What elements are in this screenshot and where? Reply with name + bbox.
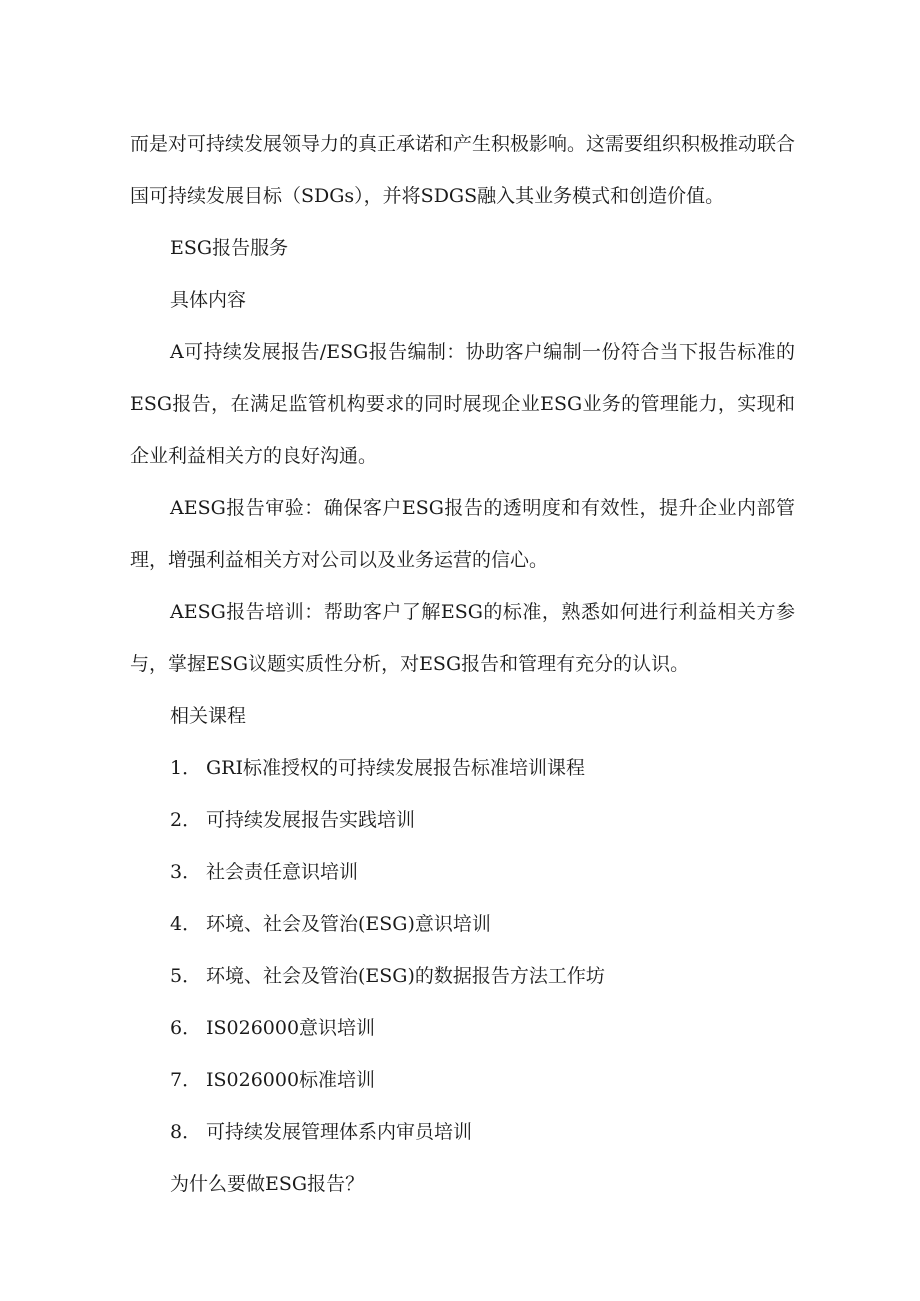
list-number: 6． — [170, 1017, 202, 1039]
list-item — [130, 950, 795, 1002]
course-label: 环境、社会及管治(ESG)意识培训 — [206, 913, 491, 935]
paragraph-report-audit: AESG报告审验：确保客户ESG报告的透明度和有效性，提升企业内部管理，增强利益相关方对公司以及业务运营的信心。 — [130, 497, 795, 571]
paragraph-report-compile: A可持续发展报告/ESG报告编制：协助客户编制一份符合当下报告标准的ESG报告，在满足监管机构要求的同时展现企业ESG业务的管理能力，实现和企业利益相关方的良好沟通。 — [130, 341, 795, 467]
course-label: 社会责任意识培训 — [206, 861, 359, 883]
list-item — [130, 898, 795, 950]
course-label: 可持续发展报告实践培训 — [206, 809, 416, 831]
list-item — [130, 742, 795, 794]
list-number: 5． — [170, 965, 202, 987]
list-item — [130, 846, 795, 898]
heading-esg-service: ESG报告服务 — [170, 237, 289, 259]
list-number: 2． — [170, 809, 202, 831]
course-label: GRI标准授权的可持续发展报告标准培训课程 — [206, 757, 585, 779]
course-label: 环境、社会及管治(ESG)的数据报告方法工作坊 — [206, 965, 605, 987]
course-label: IS026000意识培训 — [206, 1017, 376, 1039]
list-number: 7． — [170, 1069, 202, 1091]
list-number: 3． — [170, 861, 202, 883]
paragraph-report-training: AESG报告培训：帮助客户了解ESG的标准，熟悉如何进行利益相关方参与，掌握ESG议题实质性分析，对ESG报告和管理有充分的认识。 — [130, 601, 795, 675]
heading-related-courses: 相关课程 — [170, 705, 247, 727]
list-item — [130, 1054, 795, 1106]
heading-why-esg: 为什么要做ESG报告？ — [170, 1173, 365, 1195]
list-item — [130, 1002, 795, 1054]
list-number: 4． — [170, 913, 202, 935]
course-label: IS026000标准培训 — [206, 1069, 376, 1091]
heading-content: 具体内容 — [170, 289, 247, 311]
document-page — [130, 118, 795, 1210]
course-label: 可持续发展管理体系内审员培训 — [206, 1121, 473, 1143]
list-number: 1． — [170, 757, 202, 779]
list-item — [130, 794, 795, 846]
list-number: 8． — [170, 1121, 202, 1143]
course-list — [130, 742, 795, 1158]
list-item — [130, 1106, 795, 1158]
intro-paragraph: 而是对可持续发展领导力的真正承诺和产生积极影响。这需要组织积极推动联合国可持续发展目标（SDGs），并将SDGS融入其业务模式和创造价值。 — [130, 133, 796, 207]
